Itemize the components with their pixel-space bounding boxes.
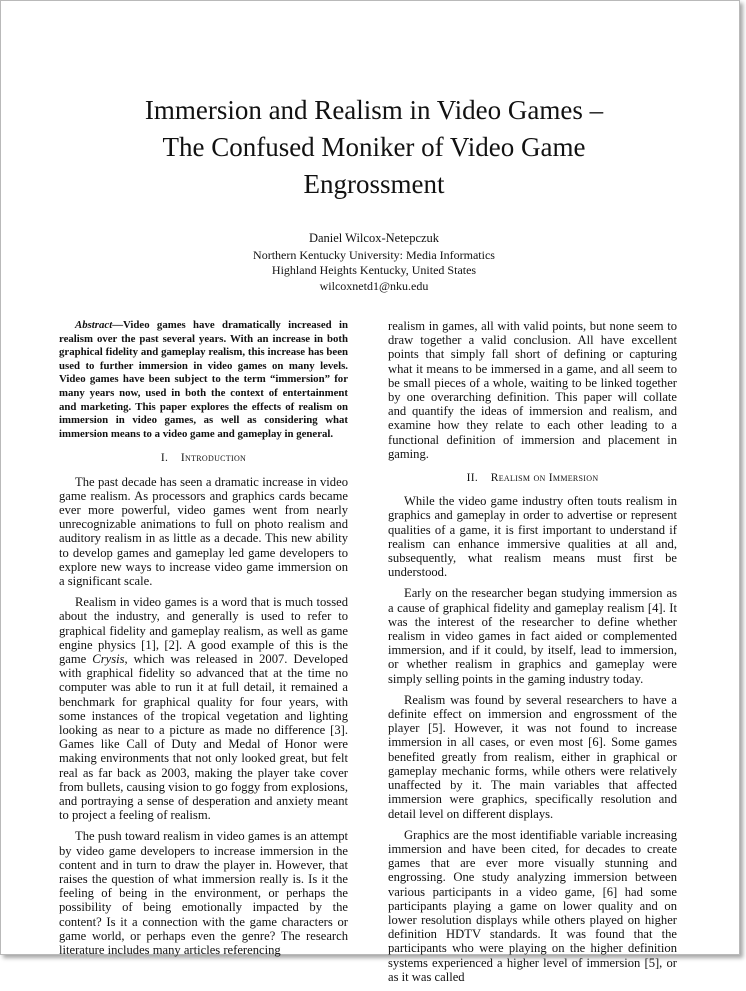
section-heading-realism <box>388 471 677 485</box>
game-title-italic: Crysis <box>92 651 125 666</box>
section-heading-introduction <box>59 451 348 465</box>
title-line: The Confused Moniker of Video Game <box>162 132 586 162</box>
author-block <box>121 231 627 294</box>
paragraph-continuation: realism in games, all with valid points, but none seem to draw together a valid conclusion. All have excellent points that simply fall short of defining or capturing what it means to be immersed in a game, and all seem to be small pieces of a whole, waiting to be linked together by one overarching definition. This paper will collate and quantify the ideas of immersion and realism, and examine how they relate to each other leading to a functional definition of immersion and placement in gaming. <box>388 319 677 461</box>
paragraph-text: , which was released in 2007. Developed with graphical fidelity so advanced that at the time no computer was able to run it at full detail, it remained a benchmark for graphical quality for four years, with some instances of the tropical vegetation and lighting looking as near to a picture as made no difference [3]. Games like Call of Duty and Medal of Honor were making environments that not only looked great, but felt real as far back as 2003, making the player take cover from bullets, causing vision to go foggy from explosions, and portraying a sense of desperation and anxiety meant to project a feeling of realism. <box>59 651 349 823</box>
title-line: Engrossment <box>303 169 445 199</box>
author-email: wilcoxnetd1@nku.edu <box>319 278 429 293</box>
abstract <box>59 319 348 441</box>
paragraph: Graphics are the most identifiable variable increasing immersion and have been cited, for decades to create games that are ever more visually stunning and engrossing. One study analyzing immersion between various participants in a video game, [6] had some participants playing a game on lower quality and on lower resolution displays while others played on higher definition HDTV standards. It was found that the participants who were playing on the higher definition systems experienced a higher level of immersion [5], or as it was called <box>388 827 677 984</box>
title-line: Immersion and Realism in Video Games – <box>144 95 604 125</box>
paragraph: Realism was found by several researchers to have a definite effect on immersion and engrossment of the player [5]. However, it was not found to increase immersion in all cases, or even most [6]. Some games benefited greatly from realism, either in graphical or gameplay mechanic forms, while others were relatively unaffected by it. The main variables that affected immersion were graphics, specifically resolution and detail level on different displays. <box>388 692 677 821</box>
abstract-label: Abstract <box>75 319 113 331</box>
paragraph-text: Realism in video games is a word that is much tossed about the industry, and generally is used to refer to graphical fidelity and gameplay realism, as well as game engine physics [1], [2]. A good example of this is the game <box>59 595 348 666</box>
paragraph: Early on the researcher began studying immersion as a cause of graphical fidelity and gameplay realism [4]. It was the interest of the researcher to define whether realism in video games in fact aided or complemented immersion, and if it could, by itself, lead to immersion, or whether realism in graphics and gameplay were simply selling points in the gaming industry today. <box>388 586 677 686</box>
abstract-text: —Video games have dramatically increased in realism over the past several years. With an increase in both graphical fidelity and gameplay realism, this increase has been used to further immersion in video games on many levels. Video games have been subject to the term “immersion” for many years now, used in both the context of entertainment and marketing. This paper explores the effects of realism on immersion in video games, as well as considering what immersion means to a video game and gameplay in general. <box>59 319 348 440</box>
paper-title <box>41 92 707 203</box>
paragraph: The past decade has seen a dramatic increase in video game realism. As processors and graphics cards became ever more powerful, video games went from nearly unrecognizable animations to full on photo realism and auditory realism in as little as a decade. This new ability to develop games and gameplay led game developers to explore new ways to increase video game immersion on a significant scale. <box>59 474 348 588</box>
section-title: Introduction <box>180 452 247 465</box>
author-name: Daniel Wilcox-Netepczuk <box>308 231 440 245</box>
section-number: I. <box>160 452 169 465</box>
section-title: Realism on Immersion <box>490 472 599 485</box>
author-location: Highland Heights Kentucky, United States <box>271 263 477 277</box>
author-affiliation: Northern Kentucky University: Media Informatics <box>253 247 495 262</box>
paragraph: While the video game industry often touts realism in graphics and gameplay in order to advertise or represent qualities of a game, it is first important to understand if realism can enhance immersive qualities at all and, subsequently, what realism means must first be understood. <box>388 494 677 580</box>
paragraph <box>59 595 348 822</box>
paragraph: The push toward realism in video games is an attempt by video game developers to increase immersion in the content and in turn to draw the player in. However, that raises the question of what immersion really is. Is it the feeling of being in the environment, or perhaps the possibility of being emotionally impacted by the content? Is it a connection with the game characters or game world, or perhaps even the genre? The research literature includes many articles referencing <box>59 829 348 958</box>
right-column <box>388 319 677 991</box>
left-column <box>59 319 348 964</box>
section-number: II. <box>466 472 479 485</box>
